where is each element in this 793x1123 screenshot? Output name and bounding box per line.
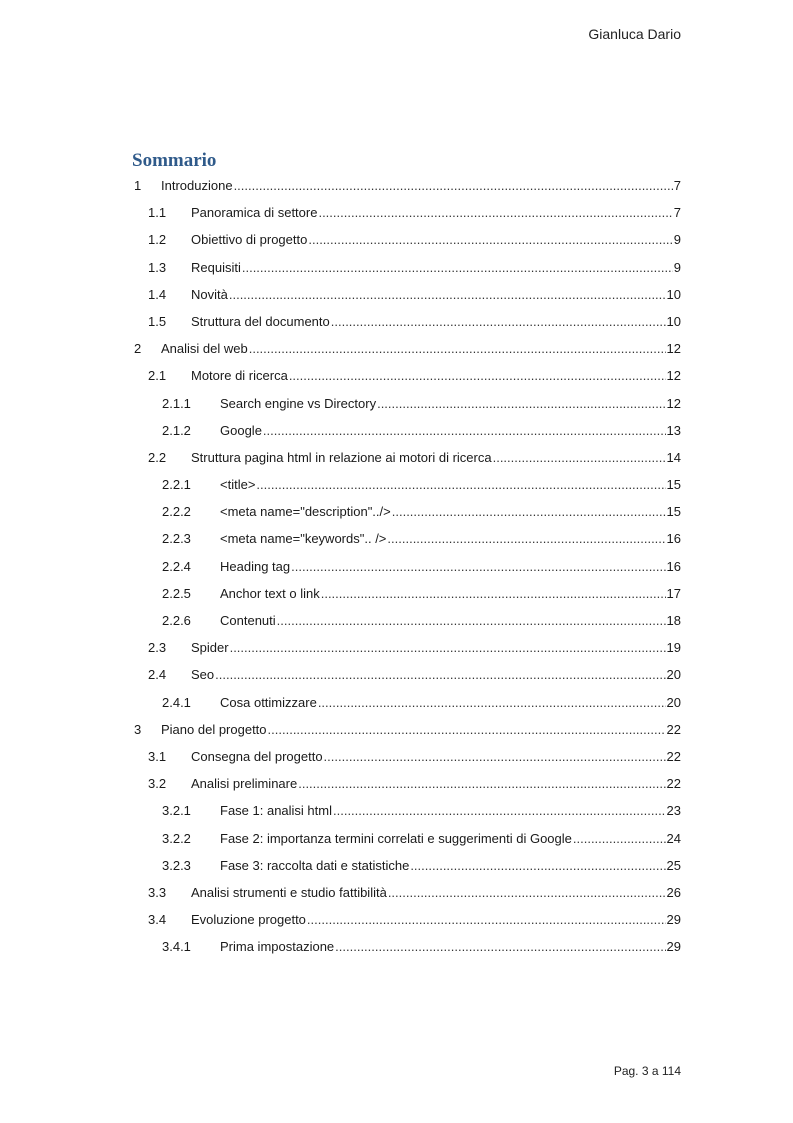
toc-entry-title: <title>: [220, 477, 256, 493]
page-header: Gianluca Dario: [588, 26, 681, 42]
toc-entry-title: Google: [220, 422, 262, 438]
toc-entry[interactable]: [132, 745, 681, 772]
toc-entry[interactable]: [132, 473, 681, 500]
toc-dot-leader: [321, 587, 666, 600]
toc-entry-page-number: 22: [666, 776, 681, 792]
toc-entry-title: Search engine vs Directory: [220, 395, 377, 411]
toc-entry-page-number: 22: [666, 748, 681, 764]
toc-entry-page-number: 12: [666, 341, 681, 357]
toc-entry-row: [132, 587, 681, 600]
toc-dot-leader: [256, 478, 665, 491]
toc-entry-title: Fase 2: importanza termini correlati e suggerimenti di Google: [220, 830, 572, 846]
toc-entry[interactable]: [132, 228, 681, 255]
toc-entry-number: 3.2.3: [162, 857, 191, 873]
toc-dot-leader: [392, 505, 666, 518]
toc-entry-row: [132, 614, 681, 627]
toc-entry-title: Prima impostazione: [220, 939, 335, 955]
toc-entry-number: 3.2.2: [162, 830, 191, 846]
toc-entry-number: 1.1: [148, 205, 167, 221]
toc-entry[interactable]: [132, 582, 681, 609]
toc-dot-leader: [493, 451, 666, 464]
toc-entry-title: Struttura del documento: [191, 313, 330, 329]
toc-entry-page-number: 9: [673, 259, 681, 275]
toc-entry[interactable]: [132, 691, 681, 718]
toc-dot-leader: [249, 342, 666, 355]
toc-entry-number: 2.2.2: [162, 504, 191, 520]
toc-dot-leader: [308, 233, 672, 246]
toc-entry-page-number: 12: [666, 395, 681, 411]
toc-entry-page-number: 16: [666, 558, 681, 574]
toc-entry-number: 3.3: [148, 884, 167, 900]
toc-entry-row: [132, 668, 681, 681]
toc-entry-row: [132, 451, 681, 464]
toc-entry[interactable]: [132, 636, 681, 663]
toc-entry-row: [132, 696, 681, 709]
toc-dot-leader: [263, 424, 666, 437]
toc-entry-number: 3.1: [148, 748, 167, 764]
toc-entry-title: Struttura pagina html in relazione ai motori di ricerca: [191, 449, 492, 465]
toc-entry-title: Requisiti: [191, 259, 241, 275]
toc-entry-number: 1.4: [148, 286, 167, 302]
toc-entry-title: Heading tag: [220, 558, 291, 574]
toc-entry-title: Motore di ricerca: [191, 368, 288, 384]
toc-entry-page-number: 25: [666, 857, 681, 873]
toc-dot-leader: [229, 288, 666, 301]
toc-entry-number: 2.4: [148, 667, 167, 683]
toc-entry-title: Piano del progetto: [161, 721, 267, 737]
toc-entry-row: [132, 532, 681, 545]
toc-entry-row: [132, 723, 681, 736]
toc-entry-page-number: 29: [666, 939, 681, 955]
toc-entry-page-number: 20: [666, 694, 681, 710]
toc-entry-row: [132, 832, 681, 845]
toc-entry-title: Novità: [191, 286, 228, 302]
toc-entry-number: 2.2.4: [162, 558, 191, 574]
toc-dot-leader: [331, 315, 666, 328]
toc-entry-title: Analisi del web: [161, 341, 248, 357]
toc-entry-title: Seo: [191, 667, 215, 683]
toc-entry-page-number: 17: [666, 585, 681, 601]
toc-entry-page-number: 18: [666, 613, 681, 628]
toc-entry[interactable]: [132, 174, 681, 201]
toc-entry-number: 2.1.2: [162, 422, 191, 438]
toc-dot-leader: [410, 859, 665, 872]
toc-entry-row: [132, 261, 681, 274]
toc-title: Sommario: [132, 150, 217, 171]
toc-entry-page-number: 7: [673, 205, 681, 221]
toc-entry-page-number: 22: [666, 721, 681, 737]
toc-entry-number: 2.1: [148, 368, 167, 384]
toc-entry-row: [132, 315, 681, 328]
toc-entry[interactable]: [132, 337, 681, 364]
toc-entry-row: [132, 233, 681, 246]
toc-dot-leader: [307, 913, 666, 926]
toc-entry[interactable]: [132, 283, 681, 310]
toc-entry-title: <meta name="description"../>: [220, 504, 391, 520]
toc-entry[interactable]: [132, 446, 681, 473]
toc-dot-leader: [324, 750, 666, 763]
toc-entry-page-number: 12: [666, 368, 681, 384]
toc-entry-page-number: 23: [666, 803, 681, 819]
toc-entry-page-number: 19: [666, 640, 681, 656]
toc-entry-number: 2.3: [148, 640, 167, 656]
toc-entry[interactable]: [132, 201, 681, 228]
toc-dot-leader: [377, 397, 665, 410]
toc-entry-number: 1: [134, 178, 142, 193]
toc-entry-page-number: 10: [666, 286, 681, 302]
toc-entry[interactable]: [132, 772, 681, 799]
toc-entry-row: [132, 940, 681, 953]
toc-entry-title: Evoluzione progetto: [191, 912, 306, 928]
toc-entry-number: 2.1.1: [162, 395, 191, 411]
toc-entry-page-number: 26: [666, 884, 681, 900]
toc-entry-title: Spider: [191, 640, 229, 656]
toc-entry[interactable]: [132, 392, 681, 419]
toc-entry-row: [132, 179, 681, 192]
toc-entry-row: [132, 560, 681, 573]
toc-entry-page-number: 16: [666, 531, 681, 547]
toc-entry-title: Fase 1: analisi html: [220, 803, 332, 819]
page-footer: Pag. 3 a 114: [613, 1064, 681, 1078]
toc-entry-title: Anchor text o link: [220, 585, 320, 601]
toc-dot-leader: [230, 641, 666, 654]
table-of-contents: [132, 174, 681, 962]
toc-dot-leader: [215, 668, 665, 681]
toc-entry-row: [132, 206, 681, 219]
toc-entry[interactable]: [132, 799, 681, 826]
toc-entry[interactable]: [132, 609, 681, 636]
toc-entry-title: Fase 3: raccolta dati e statistiche: [220, 857, 410, 873]
toc-entry-number: 2.2.6: [162, 613, 191, 628]
toc-entry[interactable]: [132, 827, 681, 854]
toc-entry-title: Introduzione: [161, 178, 233, 193]
toc-entry-row: [132, 913, 681, 926]
toc-entry-page-number: 9: [673, 232, 681, 248]
toc-entry-row: [132, 777, 681, 790]
toc-entry[interactable]: [132, 310, 681, 337]
toc-entry[interactable]: [132, 364, 681, 391]
toc-entry-page-number: 10: [666, 313, 681, 329]
toc-entry-row: [132, 478, 681, 491]
toc-dot-leader: [291, 560, 665, 573]
toc-entry[interactable]: [132, 663, 681, 690]
toc-entry-row: [132, 804, 681, 817]
toc-entry-page-number: 14: [666, 449, 681, 465]
toc-entry-number: 1.3: [148, 259, 167, 275]
toc-entry-row: [132, 505, 681, 518]
toc-entry-title: Cosa ottimizzare: [220, 694, 317, 710]
toc-entry-number: 3.4.1: [162, 939, 191, 955]
toc-entry[interactable]: [132, 500, 681, 527]
toc-dot-leader: [388, 886, 666, 899]
toc-dot-leader: [573, 832, 666, 845]
toc-entry[interactable]: [132, 908, 681, 935]
toc-entry-number: 1.5: [148, 313, 167, 329]
toc-entry-page-number: 15: [666, 477, 681, 493]
toc-entry-page-number: 29: [666, 912, 681, 928]
toc-entry-page-number: 7: [673, 178, 681, 193]
toc-entry-number: 3: [134, 721, 142, 737]
toc-entry-number: 2: [134, 341, 142, 357]
toc-entry-page-number: 15: [666, 504, 681, 520]
toc-dot-leader: [242, 261, 673, 274]
toc-entry-number: 2.2.3: [162, 531, 191, 547]
toc-entry-row: [132, 342, 681, 355]
toc-entry[interactable]: [132, 419, 681, 446]
toc-entry-title: Analisi preliminare: [191, 776, 298, 792]
toc-entry[interactable]: [132, 854, 681, 881]
toc-entry[interactable]: [132, 256, 681, 283]
toc-entry-number: 2.2: [148, 449, 167, 465]
toc-dot-leader: [387, 532, 665, 545]
toc-entry-title: <meta name="keywords".. />: [220, 531, 387, 547]
toc-entry-number: 2.2.5: [162, 585, 191, 601]
toc-entry-page-number: 20: [666, 667, 681, 683]
toc-entry[interactable]: [132, 935, 681, 962]
toc-dot-leader: [335, 940, 665, 953]
toc-dot-leader: [268, 723, 666, 736]
toc-entry-row: [132, 641, 681, 654]
toc-dot-leader: [333, 804, 666, 817]
toc-dot-leader: [318, 206, 672, 219]
toc-entry[interactable]: [132, 555, 681, 582]
toc-entry-number: 1.2: [148, 232, 167, 248]
toc-entry-page-number: 13: [666, 422, 681, 438]
toc-entry-page-number: 24: [666, 830, 681, 846]
toc-entry-row: [132, 369, 681, 382]
toc-entry-number: 3.2: [148, 776, 167, 792]
toc-dot-leader: [234, 179, 673, 192]
toc-entry-number: 2.2.1: [162, 477, 191, 493]
toc-dot-leader: [298, 777, 665, 790]
toc-entry-row: [132, 886, 681, 899]
toc-entry[interactable]: [132, 527, 681, 554]
toc-entry[interactable]: [132, 718, 681, 745]
toc-dot-leader: [277, 614, 666, 627]
toc-entry[interactable]: [132, 881, 681, 908]
toc-entry-row: [132, 424, 681, 437]
toc-dot-leader: [318, 696, 666, 709]
toc-dot-leader: [289, 369, 666, 382]
toc-entry-number: 3.2.1: [162, 803, 191, 819]
toc-entry-title: Obiettivo di progetto: [191, 232, 308, 248]
toc-entry-row: [132, 859, 681, 872]
toc-entry-title: Consegna del progetto: [191, 748, 323, 764]
toc-entry-row: [132, 397, 681, 410]
toc-entry-title: Panoramica di settore: [191, 205, 318, 221]
toc-entry-number: 3.4: [148, 912, 167, 928]
toc-entry-title: Analisi strumenti e studio fattibilità: [191, 884, 387, 900]
toc-entry-number: 2.4.1: [162, 694, 191, 710]
toc-entry-row: [132, 750, 681, 763]
toc-entry-row: [132, 288, 681, 301]
toc-entry-title: Contenuti: [220, 613, 276, 628]
